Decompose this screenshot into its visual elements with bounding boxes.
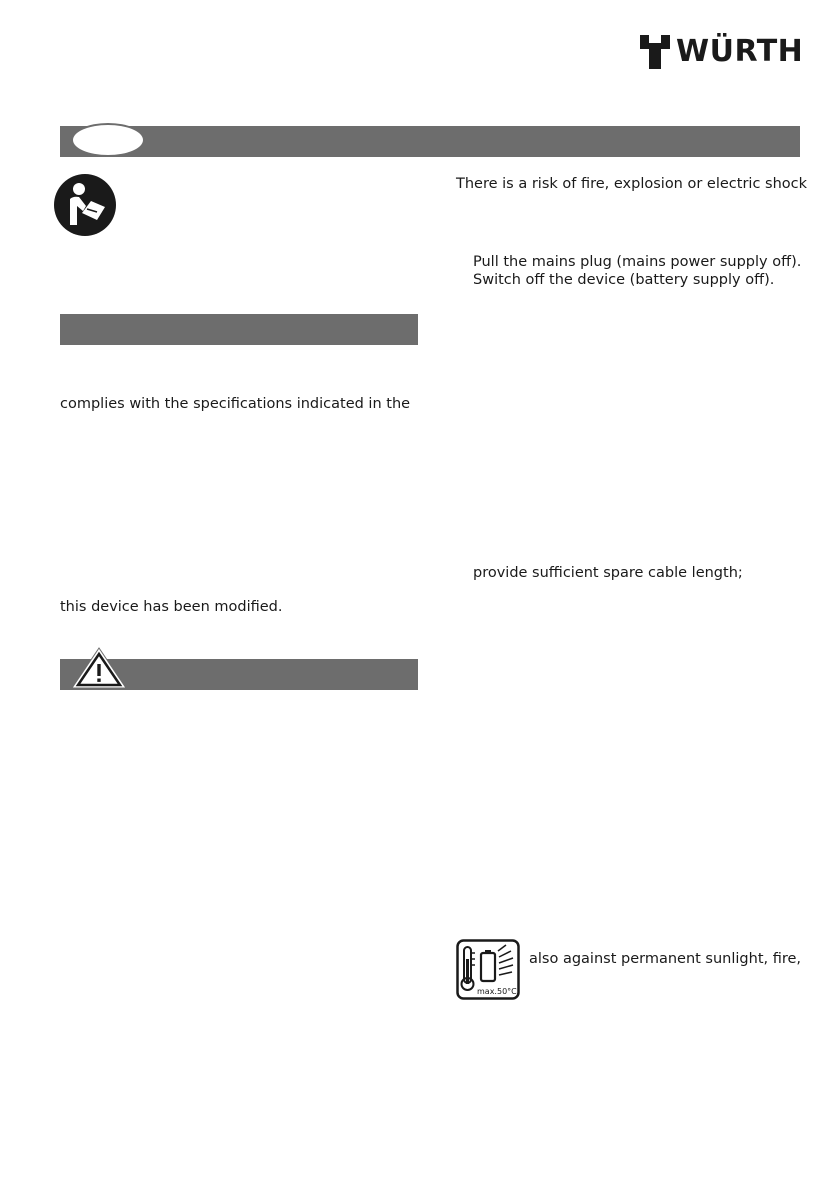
cable-length-text: provide sufficient spare cable length; (473, 565, 743, 581)
subsection-header-bar (60, 314, 418, 345)
instruction-unplug: Pull the mains plug (mains power supply off). (473, 254, 802, 270)
sunlight-text: also against permanent sunlight, fire, (529, 951, 802, 967)
section-header-bar (60, 126, 800, 157)
read-manual-icon (53, 173, 117, 237)
warning-triangle-icon (70, 646, 128, 690)
max-temperature-icon (456, 939, 520, 1000)
modified-text: this device has been modified. (60, 599, 283, 615)
wurth-emblem-icon (640, 35, 670, 69)
brand-name: WÜRTH (676, 34, 804, 69)
specifications-text: complies with the specifications indicated in the (60, 396, 411, 412)
instruction-switch-off: Switch off the device (battery supply off). (473, 272, 775, 288)
temperature-label: max.50°C (477, 987, 517, 996)
brand-logo (640, 34, 803, 70)
language-badge (71, 123, 145, 157)
risk-text: There is a risk of fire, explosion or electric shock (456, 176, 808, 192)
